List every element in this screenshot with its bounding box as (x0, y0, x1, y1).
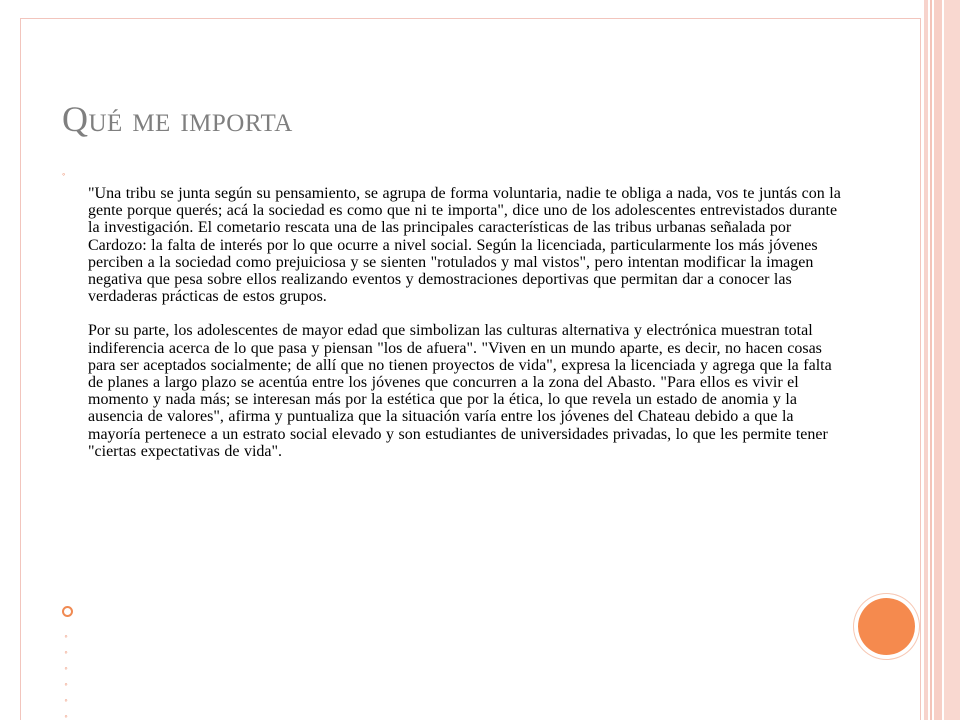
decorative-circle (858, 598, 915, 655)
bullet-icon: ◦ (62, 169, 66, 179)
empty-bullet-icon: ◦ (64, 631, 68, 641)
empty-bullet-icon: ◦ (64, 679, 68, 689)
bullet-item (62, 170, 842, 460)
slide-title: Qué me importa (62, 99, 293, 139)
empty-bullet-list (60, 628, 72, 724)
empty-bullet-icon: ◦ (64, 695, 68, 705)
paragraph-1: "Una tribu se junta según su pensamiento, se agrupa de forma voluntaria, nadie te obliga a nada, vos te juntás con la gente porque querés; acá la sociedad es como que ni te importa", dice uno de los adolescentes entrevistados durante la investigación. El cometario rescata una de las principales características de las tribus urbanas señalada por Cardozo: la falta de interés por lo que ocurre a nivel social. Según la licenciada, particularmente los más jóvenes perciben a la sociedad como prejuiciosa y se sienten "rotulados y mal vistos", pero intentan modificar la imagen negativa que pesa sobre ellos realizando eventos y demostraciones deportivas que permitan dar a conocer las verdaderas prácticas de estos grupos. (88, 185, 841, 306)
empty-bullet-icon: ◦ (64, 647, 68, 657)
decorative-stripe (934, 0, 942, 720)
empty-bullet-icon: ◦ (64, 711, 68, 721)
decorative-stripe (930, 0, 932, 720)
decorative-stripe (944, 0, 960, 720)
paragraph-2: Por su parte, los adolescentes de mayor edad que simbolizan las culturas alternativa y electrónica muestran total indiferencia acerca de lo que pasa y piensan "los de afuera". "Viven en un mundo aparte, es decir, no hacen cosas para ser aceptados socialmente; de allí que no tienen proyectos de vida", expresa la licenciada y agrega que la falta de planes a largo plazo se acentúa entre los jóvenes que concurren a la zona del Abasto. "Para ellos es vivir el momento y nada más; se interesan más por la estética que por la ética, lo que revela un estado de anomia y la ausencia de valores", afirma y puntualiza que la situación varía entre los jóvenes del Chateau debido a que la mayoría pertenece a un estrato social elevado y son estudiantes de universidades privadas, lo que les permite tener "ciertas expectativas de vida". (88, 322, 832, 460)
empty-bullet-icon: ◦ (64, 663, 68, 673)
decorative-stripe (924, 0, 928, 720)
bullet-circle-icon (62, 606, 73, 617)
slide-body (62, 170, 842, 460)
